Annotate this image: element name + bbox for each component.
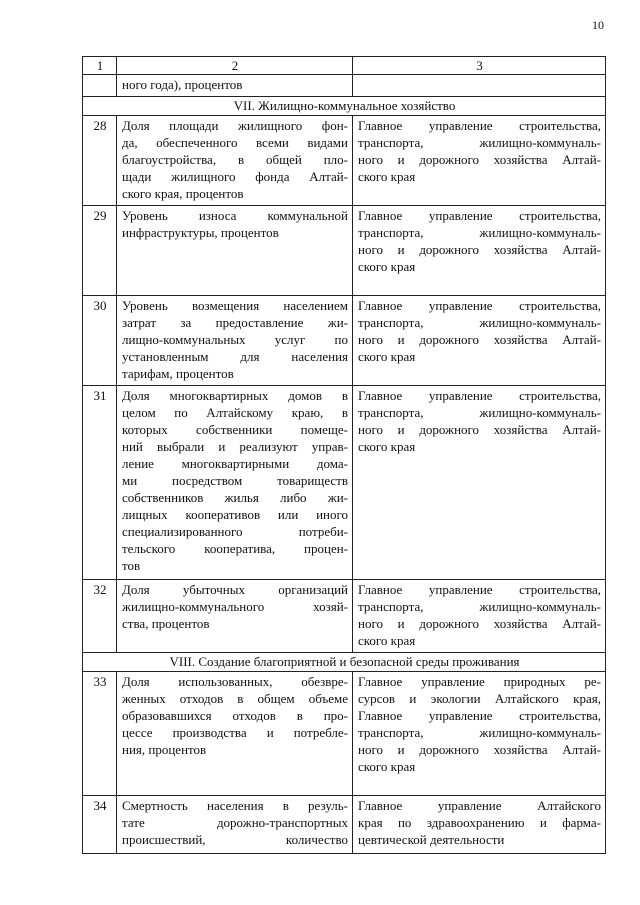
indicator-cell xyxy=(117,672,353,796)
responsible-line: Главное управление строительства, xyxy=(358,118,601,133)
indicator-line: женных отходов в общем объеме xyxy=(122,691,348,706)
responsible-line: ного и дорожного хозяйства Алтай- xyxy=(358,242,601,257)
indicator-line: происшествий, количество xyxy=(122,832,348,847)
row-number: 29 xyxy=(83,206,117,296)
table-row xyxy=(83,796,606,854)
table-row xyxy=(83,672,606,796)
indicator-cell xyxy=(117,580,353,653)
responsible-line: транспорта, жилищно-коммуналь- xyxy=(358,225,601,240)
indicator-line: образовавшихся отходов в про- xyxy=(122,708,348,723)
responsible-line: ного и дорожного хозяйства Алтай- xyxy=(358,332,601,347)
indicator-line: щади жилищного фонда Алтай- xyxy=(122,169,348,184)
responsible-line: ского края xyxy=(358,349,416,364)
indicator-line: Доля использованных, обезвре- xyxy=(122,674,348,689)
responsible-cell xyxy=(353,386,606,580)
indicator-line: Уровень возмещения населением xyxy=(122,298,348,313)
responsible-cell xyxy=(353,116,606,206)
indicator-line: Доля многоквартирных домов в xyxy=(122,388,348,403)
indicator-line: жилищно-коммунального хозяй- xyxy=(122,599,348,614)
indicator-line: лищных кооперативов или иного xyxy=(122,507,348,522)
responsible-line: транспорта, жилищно-коммуналь- xyxy=(358,599,601,614)
row-number xyxy=(83,75,117,97)
responsible-cell xyxy=(353,580,606,653)
responsible-line: транспорта, жилищно-коммуналь- xyxy=(358,135,601,150)
table-row xyxy=(83,580,606,653)
responsible-line: Главное управление строительства, xyxy=(358,708,601,723)
section-row xyxy=(83,653,606,672)
indicator-line: да, обеспеченного всеми видами xyxy=(122,135,348,150)
table-row xyxy=(83,206,606,296)
responsible-line: Главное управление строительства, xyxy=(358,298,601,313)
responsible-line: ного и дорожного хозяйства Алтай- xyxy=(358,616,601,631)
responsible-cell xyxy=(353,75,606,97)
responsible-line: края по здравоохранению и фарма- xyxy=(358,815,601,830)
section-title: VIII. Создание благоприятной и безопасной среды проживания xyxy=(83,653,606,672)
table-header-row xyxy=(83,57,606,75)
indicator-line: благоустройства, в общей пло- xyxy=(122,152,348,167)
indicator-line: ного года), процентов xyxy=(122,77,243,92)
row-number: 33 xyxy=(83,672,117,796)
responsible-cell xyxy=(353,672,606,796)
responsible-line: Главное управление Алтайского xyxy=(358,798,601,813)
indicator-line: Уровень износа коммунальной xyxy=(122,208,348,223)
header-col-1: 1 xyxy=(83,57,117,75)
indicator-line: Доля убыточных организаций xyxy=(122,582,348,597)
indicator-line: целом по Алтайскому краю, в xyxy=(122,405,348,420)
indicator-line: которых собственники помеще- xyxy=(122,422,348,437)
table-row xyxy=(83,116,606,206)
indicator-cell xyxy=(117,296,353,386)
responsible-line: цевтической деятельности xyxy=(358,832,505,847)
indicator-line: ния, процентов xyxy=(122,742,207,757)
row-number: 34 xyxy=(83,796,117,854)
indicator-line: установленным для населения xyxy=(122,349,348,364)
indicator-line: Доля площади жилищного фон- xyxy=(122,118,348,133)
indicator-cell xyxy=(117,75,353,97)
indicator-cell xyxy=(117,386,353,580)
indicator-line: лищно-коммунальных услуг по xyxy=(122,332,348,347)
continuation-row xyxy=(83,75,606,97)
responsible-cell xyxy=(353,206,606,296)
indicator-line: тельского кооператива, процен- xyxy=(122,541,348,556)
row-number: 31 xyxy=(83,386,117,580)
section-row xyxy=(83,97,606,116)
responsible-line: ского края xyxy=(358,759,416,774)
indicator-line: Смертность населения в резуль- xyxy=(122,798,348,813)
responsible-line: транспорта, жилищно-коммуналь- xyxy=(358,315,601,330)
responsible-line: ского края xyxy=(358,259,416,274)
indicator-line: ми посредством товариществ xyxy=(122,473,348,488)
responsible-line: ского края xyxy=(358,169,416,184)
table-row xyxy=(83,296,606,386)
indicator-line: ского края, процентов xyxy=(122,186,244,201)
indicator-cell xyxy=(117,116,353,206)
table-row xyxy=(83,386,606,580)
header-col-2: 2 xyxy=(117,57,353,75)
responsible-cell xyxy=(353,796,606,854)
indicator-cell xyxy=(117,206,353,296)
indicator-line: затрат за предоставление жи- xyxy=(122,315,348,330)
responsible-line: Главное управление строительства, xyxy=(358,388,601,403)
responsible-line: ского края xyxy=(358,439,416,454)
row-number: 28 xyxy=(83,116,117,206)
indicator-line: собственников жилья либо жи- xyxy=(122,490,348,505)
responsible-line: транспорта, жилищно-коммуналь- xyxy=(358,725,601,740)
indicators-table xyxy=(82,56,606,854)
row-number: 30 xyxy=(83,296,117,386)
responsible-line: Главное управление строительства, xyxy=(358,208,601,223)
indicator-line: инфраструктуры, процентов xyxy=(122,225,279,240)
header-col-3: 3 xyxy=(353,57,606,75)
responsible-line: Главное управление природных ре- xyxy=(358,674,601,689)
responsible-line: ского края xyxy=(358,633,416,648)
indicator-line: ление многоквартирными дома- xyxy=(122,456,348,471)
indicator-line: цессе производства и потребле- xyxy=(122,725,348,740)
responsible-line: Главное управление строительства, xyxy=(358,582,601,597)
responsible-line: ного и дорожного хозяйства Алтай- xyxy=(358,422,601,437)
indicator-line: ства, процентов xyxy=(122,616,210,631)
responsible-line: сурсов и экологии Алтайского края, xyxy=(358,691,601,706)
indicator-line: тарифам, процентов xyxy=(122,366,234,381)
responsible-line: ного и дорожного хозяйства Алтай- xyxy=(358,742,601,757)
row-number: 32 xyxy=(83,580,117,653)
indicator-line: тов xyxy=(122,558,141,573)
responsible-cell xyxy=(353,296,606,386)
section-title: VII. Жилищно-коммунальное хозяйство xyxy=(83,97,606,116)
indicator-line: тате дорожно-транспортных xyxy=(122,815,348,830)
responsible-line: транспорта, жилищно-коммуналь- xyxy=(358,405,601,420)
indicator-line: ний выбрали и реализуют управ- xyxy=(122,439,348,454)
indicator-line: специализированного потреби- xyxy=(122,524,348,539)
page-number: 10 xyxy=(592,18,604,32)
responsible-line: ного и дорожного хозяйства Алтай- xyxy=(358,152,601,167)
indicator-cell xyxy=(117,796,353,854)
